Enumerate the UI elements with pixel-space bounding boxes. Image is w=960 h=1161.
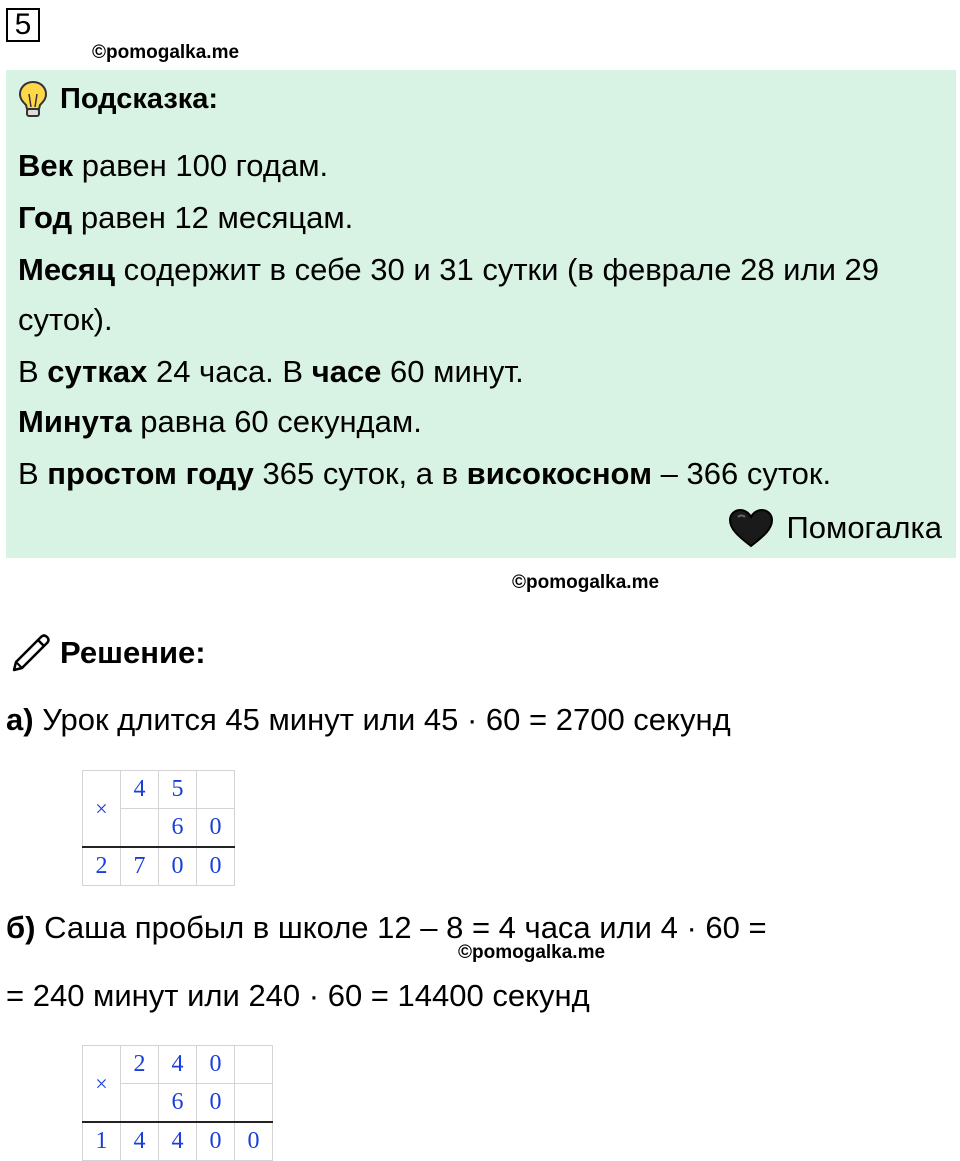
grid-cell: 6: [159, 809, 197, 848]
grid-cell: [121, 809, 159, 848]
grid-cell: 4: [121, 771, 159, 809]
hint-term: сутках: [47, 354, 148, 389]
grid-cell: 7: [121, 847, 159, 886]
grid-cell: 4: [159, 1046, 197, 1084]
solution-b: [6, 910, 767, 946]
hint-title: [18, 80, 218, 118]
solution-b-label: б): [6, 910, 36, 945]
grid-cell: 0: [235, 1122, 273, 1161]
heart-icon: [728, 508, 774, 548]
hint-text: содержит в себе 30 и 31 сутки (в феврале 28 или 29: [115, 252, 879, 287]
hint-line: [18, 354, 524, 390]
hint-text: 365 суток, а в: [253, 456, 467, 491]
multiply-sign: ×: [83, 1046, 121, 1123]
grid-cell: [121, 1084, 159, 1123]
task-number: 5: [6, 8, 40, 42]
hint-line: [18, 302, 113, 338]
grid-cell: 1: [83, 1122, 121, 1161]
hint-text: равен 100 годам.: [73, 148, 329, 183]
hint-line: [18, 200, 353, 236]
grid-cell: [235, 1046, 273, 1084]
grid-cell: 5: [159, 771, 197, 809]
solution-a-label: а): [6, 702, 34, 737]
grid-cell: 0: [197, 1084, 235, 1123]
hint-term: Год: [18, 200, 73, 235]
solution-a-text: Урок длится 45 минут или 45 · 60 = 2700 секунд: [33, 702, 731, 737]
hint-term: простом году: [47, 456, 254, 491]
hint-title-text: Подсказка:: [60, 82, 219, 115]
lightbulb-icon: [18, 80, 48, 118]
calc-grid-a: [82, 770, 235, 886]
hint-term: Век: [18, 148, 74, 183]
grid-cell: 0: [197, 809, 235, 848]
hint-line: [18, 148, 328, 184]
grid-cell: [235, 1084, 273, 1123]
grid-cell: 2: [121, 1046, 159, 1084]
watermark: ©pomogalka.me: [458, 942, 606, 963]
grid-cell: [197, 771, 235, 809]
signature-text: Помогалка: [786, 510, 942, 545]
hint-text: 24 часа. В: [147, 354, 312, 389]
hint-text: 60 минут.: [381, 354, 524, 389]
hint-text: В: [18, 456, 48, 491]
solution-title-text: Решение:: [60, 635, 206, 670]
hint-term: часе: [311, 354, 382, 389]
hint-text: В: [18, 354, 48, 389]
grid-cell: 4: [121, 1122, 159, 1161]
hint-text: равна 60 секундам.: [131, 404, 422, 439]
hint-line: [18, 404, 422, 440]
grid-cell: 0: [197, 1122, 235, 1161]
watermark: ©pomogalka.me: [512, 572, 660, 593]
signature: [728, 508, 942, 548]
solution-b-continued: = 240 минут или 240 · 60 = 14400 секунд: [6, 978, 590, 1013]
hint-line: [18, 456, 831, 492]
grid-cell: 2: [83, 847, 121, 886]
hint-text: равен 12 месяцам.: [72, 200, 354, 235]
watermark: ©pomogalka.me: [92, 42, 240, 63]
grid-cell: 4: [159, 1122, 197, 1161]
hint-text: – 366 суток.: [652, 456, 832, 491]
solution-title: [10, 632, 206, 674]
multiply-sign: ×: [83, 771, 121, 848]
hint-term: високосном: [466, 456, 653, 491]
hint-line: [18, 252, 879, 288]
grid-cell: 0: [197, 847, 235, 886]
grid-cell: 0: [197, 1046, 235, 1084]
grid-cell: 0: [159, 847, 197, 886]
grid-cell: 6: [159, 1084, 197, 1123]
solution-a: [6, 702, 731, 738]
solution-b-text: Саша пробыл в школе 12 – 8 = 4 часа или 4 · 60 =: [35, 910, 767, 945]
pencil-icon: [10, 632, 52, 674]
calc-grid-b: [82, 1045, 273, 1161]
hint-box: [6, 70, 956, 558]
hint-term: Минута: [18, 404, 132, 439]
hint-text: суток).: [18, 302, 113, 337]
hint-term: Месяц: [18, 252, 116, 287]
